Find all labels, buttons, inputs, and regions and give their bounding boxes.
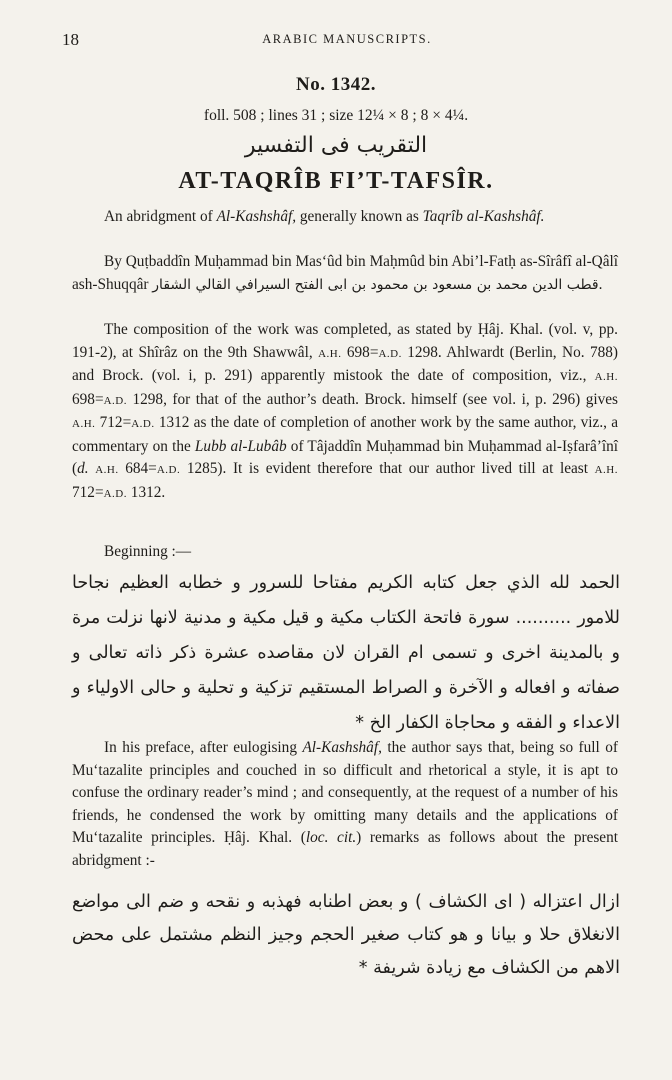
arabic-title: التقريب فى التفسير — [244, 133, 428, 158]
era-abbrev: A.D. — [131, 418, 155, 430]
text-run: An abridgment of — [104, 208, 217, 225]
era-abbrev: A.H. — [594, 371, 618, 383]
era-abbrev: A.H. — [594, 464, 618, 476]
italic-title: Taqrîb al-Kashshâf. — [422, 208, 545, 225]
died-abbrev: d. — [77, 460, 89, 477]
text-run: 1298. Ahlwardt (Berlin, No. 788) and Brock. (vol. i, p. 291) apparently mistook the date of composition, viz., — [72, 343, 618, 384]
abridgment-paragraph — [72, 206, 618, 229]
text-run: 698= — [341, 343, 379, 361]
running-head — [62, 30, 632, 52]
text-run: By Quṭbaddîn Muḥammad bin Mas‘ûd bin Maḥmûd bin Abi’l-Fatḥ as-Sîrâfî al-Qâlî ash-Shuqqâr — [72, 253, 618, 293]
collation-line: foll. 508 ; lines 31 ; size 12¼ × 8 ; 8 × 4¼. — [203, 107, 469, 124]
italic-title: Lubb al-Lubâb — [194, 437, 287, 455]
text-run: the author says that, being so full of Mu‘tazalite principles and couched in so difficult and rhetorical a style, it is apt to confuse the ordinary reader’s mind ; and consequently, at the request of a number of his friends, he condensed the work by omitting many details and the applications of Mu‘tazalite principles. Ḥâj. Khal. ( — [72, 739, 618, 846]
arabic-author-name: قطب الدين محمد بن مسعود بن محمود بن ابى الفتح السيرافي القالي الشقار — [152, 276, 599, 293]
beginning-label: Beginning :— — [104, 543, 192, 560]
era-abbrev: A.D. — [103, 487, 127, 500]
text-run: 684= — [118, 460, 157, 477]
era-abbrev: A.D. — [156, 464, 181, 476]
italic-title: Al-Kashshâf, — [216, 208, 297, 225]
text-run: The composition of the work was completed, as stated by Ḥâj. Khal. (vol. v, pp. 191-2), at Shîrâz on the 9th Shawwâl, — [72, 321, 618, 361]
author-paragraph — [72, 251, 618, 296]
era-abbrev: A.H. — [95, 464, 119, 476]
text-run: of Tâjaddîn Muḥammad bin Muḥammad al-Iṣfarâ’înî ( — [72, 437, 618, 477]
text-run: . — [598, 275, 603, 293]
text-run: 712= — [95, 414, 132, 431]
era-abbrev: A.D. — [103, 394, 127, 407]
arabic-quote-text: ازال اعتزاله ( اى الكشاف ) و بعض اطنابه فهذبه و نقحه و ضم الى مواضع الانغلاق حلا و بيانا و هو كتاب صغير الحجم وجيز النظم مشتمل على محض الاهم من الكشاف مع زيادة شريفة * — [72, 892, 620, 978]
era-abbrev: A.H. — [72, 418, 96, 430]
preface-paragraph — [72, 737, 618, 872]
italic-citation: loc. cit. — [305, 829, 357, 846]
text-run: 1312 as the date of completion of another work by the same author, viz., a commentary on the — [72, 414, 618, 455]
composition-paragraph — [72, 319, 618, 505]
page-number: 18 — [62, 30, 79, 49]
text-run: ) remarks as follows about the present abridgment :- — [72, 829, 618, 869]
text-run: generally known as — [296, 208, 423, 225]
text-run: 712= — [72, 483, 104, 501]
text-run: 1312. — [126, 483, 166, 501]
text-run: 698= — [72, 390, 104, 408]
entry-number: No. 1342. — [296, 74, 376, 95]
italic-title: Al-Kashshâf, — [302, 739, 382, 756]
work-title: AT-TAQRÎB FI’T-TAFSÎR. — [178, 168, 494, 194]
text-run: 1285). It is evident therefore that our author lived till at least — [180, 460, 595, 477]
text-run: In his preface, after eulogising — [104, 739, 303, 756]
text-run: 1298, for that of the author’s death. Brock. himself (see vol. i, p. 296) gives — [126, 390, 618, 408]
arabic-beginning-text: الحمد لله الذي جعل كتابه الكريم مفتاحا للسرور و خطابه العظيم نجاحا للامور .......... سورة فاتحة الكتاب مكية و قيل مكية و مدنية لانها نزلت مرة و بالمدينة اخرى و تسمى ام القران لان مقاصده عشرة ذكر ذاته تعالى و صفاته و افعاله و الآخرة و الصراط المستقيم تزكية و تحلية و حالى الاولياء و الاعداء و الفقه و محاجاة الكفار الخ * — [72, 573, 620, 733]
era-abbrev: A.H. — [318, 347, 342, 360]
era-abbrev: A.D. — [378, 347, 402, 360]
running-title: ARABIC MANUSCRIPTS. — [262, 32, 432, 46]
